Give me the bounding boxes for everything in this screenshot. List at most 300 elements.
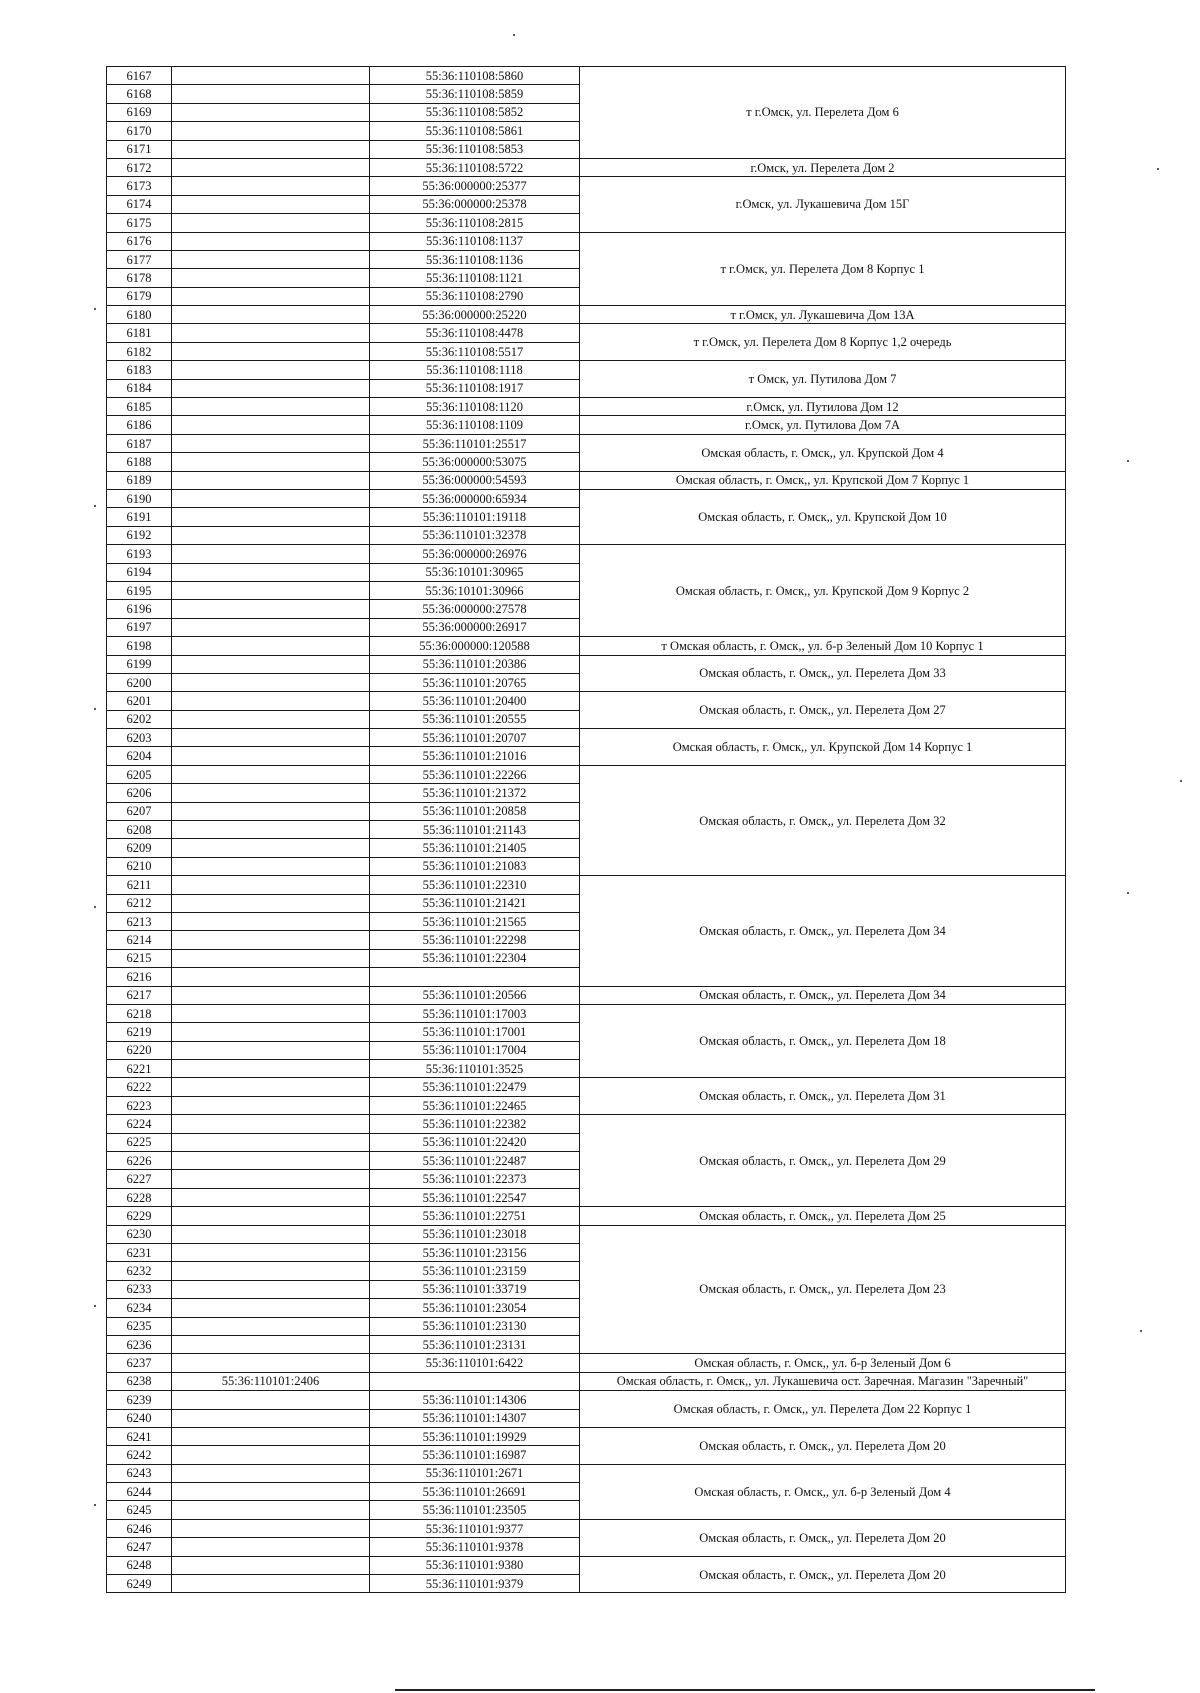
row-number-cell: 6181 bbox=[107, 324, 172, 342]
table-row bbox=[107, 1556, 1066, 1574]
object-number-cell bbox=[172, 398, 370, 416]
cadastral-number-cell: 55:36:110101:23131 bbox=[370, 1335, 580, 1353]
cadastral-number-cell: 55:36:110101:21372 bbox=[370, 784, 580, 802]
object-number-cell bbox=[172, 232, 370, 250]
table-row bbox=[107, 1225, 1066, 1243]
address-cell: Омская область, г. Омск,, ул. б-р Зеленый Дом 6 bbox=[580, 1354, 1066, 1372]
object-number-cell bbox=[172, 287, 370, 305]
row-number-cell: 6182 bbox=[107, 342, 172, 360]
cadastral-number-cell: 55:36:110101:26691 bbox=[370, 1483, 580, 1501]
row-number-cell: 6194 bbox=[107, 563, 172, 581]
row-number-cell: 6242 bbox=[107, 1446, 172, 1464]
object-number-cell bbox=[172, 1483, 370, 1501]
object-number-cell bbox=[172, 1262, 370, 1280]
object-number-cell bbox=[172, 214, 370, 232]
cadastral-number-cell: 55:36:110101:20400 bbox=[370, 692, 580, 710]
object-number-cell bbox=[172, 1519, 370, 1537]
cadastral-number-cell: 55:36:000000:25220 bbox=[370, 306, 580, 324]
object-number-cell bbox=[172, 1060, 370, 1078]
cadastral-number-cell: 55:36:110108:5722 bbox=[370, 158, 580, 176]
address-cell: Омская область, г. Омск,, ул. Перелета Дом 23 bbox=[580, 1225, 1066, 1354]
row-number-cell: 6233 bbox=[107, 1280, 172, 1298]
object-number-cell bbox=[172, 324, 370, 342]
object-number-cell bbox=[172, 1023, 370, 1041]
row-number-cell: 6228 bbox=[107, 1188, 172, 1206]
cadastral-number-cell: 55:36:110101:20555 bbox=[370, 710, 580, 728]
object-number-cell bbox=[172, 1207, 370, 1225]
row-number-cell: 6234 bbox=[107, 1299, 172, 1317]
object-number-cell bbox=[172, 67, 370, 85]
row-number-cell: 6223 bbox=[107, 1096, 172, 1114]
table-row bbox=[107, 765, 1066, 783]
object-number-cell bbox=[172, 195, 370, 213]
address-cell: Омская область, г. Омск,, ул. Перелета Дом 29 bbox=[580, 1115, 1066, 1207]
cadastral-number-cell: 55:36:110108:5853 bbox=[370, 140, 580, 158]
table-body bbox=[107, 67, 1066, 1593]
object-number-cell bbox=[172, 692, 370, 710]
table-row bbox=[107, 1354, 1066, 1372]
object-number-cell bbox=[172, 912, 370, 930]
address-cell: Омская область, г. Омск,, ул. Крупской Дом 14 Корпус 1 bbox=[580, 729, 1066, 766]
address-cell: т Омск, ул. Путилова Дом 7 bbox=[580, 361, 1066, 398]
table-row bbox=[107, 1519, 1066, 1537]
row-number-cell: 6200 bbox=[107, 673, 172, 691]
row-number-cell: 6248 bbox=[107, 1556, 172, 1574]
row-number-cell: 6175 bbox=[107, 214, 172, 232]
cadastral-number-cell: 55:36:110101:22298 bbox=[370, 931, 580, 949]
address-cell: г.Омск, ул. Лукашевича Дом 15Г bbox=[580, 177, 1066, 232]
cadastral-number-cell: 55:36:110108:1137 bbox=[370, 232, 580, 250]
cadastral-number-cell: 55:36:110101:2671 bbox=[370, 1464, 580, 1482]
object-number-cell bbox=[172, 434, 370, 452]
row-number-cell: 6179 bbox=[107, 287, 172, 305]
cadastral-number-cell: 55:36:110101:22547 bbox=[370, 1188, 580, 1206]
row-number-cell: 6219 bbox=[107, 1023, 172, 1041]
address-cell: Омская область, г. Омск,, ул. Перелета Дом 20 bbox=[580, 1519, 1066, 1556]
table-row bbox=[107, 416, 1066, 434]
row-number-cell: 6183 bbox=[107, 361, 172, 379]
address-cell: т г.Омск, ул. Перелета Дом 8 Корпус 1,2 очередь bbox=[580, 324, 1066, 361]
scan-bottom-rule bbox=[395, 1689, 1095, 1691]
cadastral-number-cell: 55:36:000000:25378 bbox=[370, 195, 580, 213]
cadastral-number-cell: 55:36:110101:22310 bbox=[370, 876, 580, 894]
scan-speck bbox=[94, 308, 96, 310]
cadastral-number-cell: 55:36:110108:5852 bbox=[370, 103, 580, 121]
object-number-cell bbox=[172, 471, 370, 489]
row-number-cell: 6172 bbox=[107, 158, 172, 176]
table-row bbox=[107, 471, 1066, 489]
row-number-cell: 6209 bbox=[107, 839, 172, 857]
row-number-cell: 6227 bbox=[107, 1170, 172, 1188]
object-number-cell bbox=[172, 581, 370, 599]
cadastral-number-cell: 55:36:10101:30966 bbox=[370, 581, 580, 599]
address-cell: Омская область, г. Омск,, ул. Крупской Дом 7 Корпус 1 bbox=[580, 471, 1066, 489]
table-row bbox=[107, 489, 1066, 507]
table-row bbox=[107, 692, 1066, 710]
cadastral-number-cell: 55:36:110101:21565 bbox=[370, 912, 580, 930]
address-cell: Омская область, г. Омск,, ул. Перелета Дом 22 Корпус 1 bbox=[580, 1391, 1066, 1428]
row-number-cell: 6192 bbox=[107, 526, 172, 544]
cadastral-number-cell: 55:36:000000:25377 bbox=[370, 177, 580, 195]
object-number-cell bbox=[172, 122, 370, 140]
cadastral-number-cell: 55:36:110101:20765 bbox=[370, 673, 580, 691]
cadastral-number-cell: 55:36:110101:22751 bbox=[370, 1207, 580, 1225]
row-number-cell: 6244 bbox=[107, 1483, 172, 1501]
scan-speck bbox=[94, 906, 96, 908]
row-number-cell: 6217 bbox=[107, 986, 172, 1004]
address-cell: Омская область, г. Омск,, ул. Перелета Дом 27 bbox=[580, 692, 1066, 729]
table-row bbox=[107, 876, 1066, 894]
address-cell: Омская область, г. Омск,, ул. Перелета Дом 20 bbox=[580, 1427, 1066, 1464]
object-number-cell bbox=[172, 1317, 370, 1335]
cadastral-number-cell: 55:36:110101:23054 bbox=[370, 1299, 580, 1317]
cadastral-number-cell: 55:36:110101:9377 bbox=[370, 1519, 580, 1537]
object-number-cell bbox=[172, 416, 370, 434]
cadastral-table bbox=[106, 66, 1066, 1593]
cadastral-number-cell: 55:36:110101:21143 bbox=[370, 821, 580, 839]
cadastral-number-cell: 55:36:110101:22266 bbox=[370, 765, 580, 783]
object-number-cell bbox=[172, 1299, 370, 1317]
cadastral-number-cell: 55:36:110101:20858 bbox=[370, 802, 580, 820]
row-number-cell: 6211 bbox=[107, 876, 172, 894]
cadastral-number-cell: 55:36:110101:19929 bbox=[370, 1427, 580, 1445]
table-row bbox=[107, 1427, 1066, 1445]
address-cell: г.Омск, ул. Путилова Дом 12 bbox=[580, 398, 1066, 416]
scan-speck-top bbox=[513, 34, 515, 36]
row-number-cell: 6212 bbox=[107, 894, 172, 912]
address-cell: Омская область, г. Омск,, ул. Крупской Дом 9 Корпус 2 bbox=[580, 545, 1066, 637]
row-number-cell: 6204 bbox=[107, 747, 172, 765]
table-row bbox=[107, 1078, 1066, 1096]
object-number-cell bbox=[172, 765, 370, 783]
scan-speck bbox=[1180, 780, 1182, 782]
row-number-cell: 6170 bbox=[107, 122, 172, 140]
row-number-cell: 6245 bbox=[107, 1501, 172, 1519]
scan-speck bbox=[94, 505, 96, 507]
row-number-cell: 6184 bbox=[107, 379, 172, 397]
object-number-cell bbox=[172, 177, 370, 195]
object-number-cell bbox=[172, 710, 370, 728]
row-number-cell: 6249 bbox=[107, 1575, 172, 1593]
cadastral-number-cell: 55:36:110101:22382 bbox=[370, 1115, 580, 1133]
row-number-cell: 6226 bbox=[107, 1152, 172, 1170]
cadastral-number-cell: 55:36:110101:22479 bbox=[370, 1078, 580, 1096]
table-row bbox=[107, 729, 1066, 747]
object-number-cell bbox=[172, 508, 370, 526]
object-number-cell bbox=[172, 857, 370, 875]
object-number-cell bbox=[172, 1464, 370, 1482]
cadastral-number-cell: 55:36:110108:1121 bbox=[370, 269, 580, 287]
address-cell: т г.Омск, ул. Перелета Дом 6 bbox=[580, 67, 1066, 159]
cadastral-number-cell: 55:36:110108:1120 bbox=[370, 398, 580, 416]
object-number-cell bbox=[172, 361, 370, 379]
cadastral-number-cell: 55:36:110101:9379 bbox=[370, 1575, 580, 1593]
row-number-cell: 6232 bbox=[107, 1262, 172, 1280]
row-number-cell: 6243 bbox=[107, 1464, 172, 1482]
object-number-cell bbox=[172, 986, 370, 1004]
table-row bbox=[107, 306, 1066, 324]
object-number-cell bbox=[172, 876, 370, 894]
cadastral-number-cell: 55:36:110108:2815 bbox=[370, 214, 580, 232]
row-number-cell: 6177 bbox=[107, 250, 172, 268]
row-number-cell: 6176 bbox=[107, 232, 172, 250]
row-number-cell: 6246 bbox=[107, 1519, 172, 1537]
row-number-cell: 6185 bbox=[107, 398, 172, 416]
object-number-cell bbox=[172, 269, 370, 287]
row-number-cell: 6206 bbox=[107, 784, 172, 802]
cadastral-number-cell: 55:36:110101:22420 bbox=[370, 1133, 580, 1151]
cadastral-number-cell: 55:36:110108:1136 bbox=[370, 250, 580, 268]
row-number-cell: 6198 bbox=[107, 637, 172, 655]
cadastral-number-cell bbox=[370, 1372, 580, 1390]
cadastral-number-cell: 55:36:110108:5861 bbox=[370, 122, 580, 140]
row-number-cell: 6237 bbox=[107, 1354, 172, 1372]
cadastral-number-cell: 55:36:10101:30965 bbox=[370, 563, 580, 581]
object-number-cell bbox=[172, 673, 370, 691]
cadastral-number-cell: 55:36:110101:3525 bbox=[370, 1060, 580, 1078]
table-row bbox=[107, 67, 1066, 85]
row-number-cell: 6189 bbox=[107, 471, 172, 489]
cadastral-number-cell: 55:36:110108:5859 bbox=[370, 85, 580, 103]
object-number-cell bbox=[172, 655, 370, 673]
address-cell: Омская область, г. Омск,, ул. Крупской Дом 10 bbox=[580, 489, 1066, 544]
row-number-cell: 6205 bbox=[107, 765, 172, 783]
row-number-cell: 6195 bbox=[107, 581, 172, 599]
cadastral-number-cell: 55:36:110101:6422 bbox=[370, 1354, 580, 1372]
cadastral-number-cell: 55:36:110101:23156 bbox=[370, 1244, 580, 1262]
address-cell: т Омская область, г. Омск,, ул. б-р Зеленый Дом 10 Корпус 1 bbox=[580, 637, 1066, 655]
row-number-cell: 6187 bbox=[107, 434, 172, 452]
cadastral-number-cell: 55:36:110101:22487 bbox=[370, 1152, 580, 1170]
cadastral-number-cell: 55:36:110101:17001 bbox=[370, 1023, 580, 1041]
row-number-cell: 6207 bbox=[107, 802, 172, 820]
address-cell: Омская область, г. Омск,, ул. Перелета Дом 25 bbox=[580, 1207, 1066, 1225]
cadastral-number-cell: 55:36:110101:21016 bbox=[370, 747, 580, 765]
row-number-cell: 6186 bbox=[107, 416, 172, 434]
address-cell: Омская область, г. Омск,, ул. Лукашевича ост. Заречная. Магазин "Заречный" bbox=[580, 1372, 1066, 1390]
object-number-cell bbox=[172, 821, 370, 839]
cadastral-number-cell: 55:36:110101:25517 bbox=[370, 434, 580, 452]
object-number-cell bbox=[172, 1409, 370, 1427]
scan-speck bbox=[94, 1504, 96, 1506]
cadastral-number-cell: 55:36:000000:120588 bbox=[370, 637, 580, 655]
object-number-cell bbox=[172, 1004, 370, 1022]
cadastral-number-cell: 55:36:110101:21421 bbox=[370, 894, 580, 912]
row-number-cell: 6229 bbox=[107, 1207, 172, 1225]
row-number-cell: 6178 bbox=[107, 269, 172, 287]
object-number-cell bbox=[172, 1244, 370, 1262]
cadastral-number-cell: 55:36:000000:26976 bbox=[370, 545, 580, 563]
object-number-cell bbox=[172, 1556, 370, 1574]
object-number-cell bbox=[172, 637, 370, 655]
object-number-cell bbox=[172, 1115, 370, 1133]
address-cell: Омская область, г. Омск,, ул. Перелета Дом 33 bbox=[580, 655, 1066, 692]
object-number-cell bbox=[172, 1427, 370, 1445]
row-number-cell: 6218 bbox=[107, 1004, 172, 1022]
cadastral-number-cell: 55:36:110101:21083 bbox=[370, 857, 580, 875]
object-number-cell bbox=[172, 1133, 370, 1151]
object-number-cell bbox=[172, 1188, 370, 1206]
object-number-cell bbox=[172, 1354, 370, 1372]
cadastral-number-cell: 55:36:000000:65934 bbox=[370, 489, 580, 507]
object-number-cell bbox=[172, 618, 370, 636]
object-number-cell bbox=[172, 839, 370, 857]
address-cell: Омская область, г. Омск,, ул. Перелета Дом 31 bbox=[580, 1078, 1066, 1115]
object-number-cell bbox=[172, 489, 370, 507]
object-number-cell bbox=[172, 453, 370, 471]
address-cell: Омская область, г. Омск,, ул. б-р Зеленый Дом 4 bbox=[580, 1464, 1066, 1519]
row-number-cell: 6167 bbox=[107, 67, 172, 85]
object-number-cell bbox=[172, 1501, 370, 1519]
row-number-cell: 6240 bbox=[107, 1409, 172, 1427]
address-cell: Омская область, г. Омск,, ул. Перелета Дом 32 bbox=[580, 765, 1066, 875]
cadastral-number-cell: 55:36:110108:1917 bbox=[370, 379, 580, 397]
row-number-cell: 6239 bbox=[107, 1391, 172, 1409]
address-cell: т г.Омск, ул. Лукашевича Дом 13А bbox=[580, 306, 1066, 324]
row-number-cell: 6199 bbox=[107, 655, 172, 673]
row-number-cell: 6214 bbox=[107, 931, 172, 949]
cadastral-number-cell: 55:36:110101:21405 bbox=[370, 839, 580, 857]
object-number-cell bbox=[172, 1152, 370, 1170]
object-number-cell bbox=[172, 894, 370, 912]
object-number-cell: 55:36:110101:2406 bbox=[172, 1372, 370, 1390]
cadastral-number-cell: 55:36:110101:20566 bbox=[370, 986, 580, 1004]
object-number-cell bbox=[172, 1170, 370, 1188]
object-number-cell bbox=[172, 1391, 370, 1409]
table-row bbox=[107, 1464, 1066, 1482]
row-number-cell: 6238 bbox=[107, 1372, 172, 1390]
row-number-cell: 6188 bbox=[107, 453, 172, 471]
object-number-cell bbox=[172, 1225, 370, 1243]
scan-speck bbox=[1157, 168, 1159, 170]
row-number-cell: 6213 bbox=[107, 912, 172, 930]
row-number-cell: 6210 bbox=[107, 857, 172, 875]
row-number-cell: 6230 bbox=[107, 1225, 172, 1243]
cadastral-number-cell bbox=[370, 968, 580, 986]
row-number-cell: 6202 bbox=[107, 710, 172, 728]
object-number-cell bbox=[172, 747, 370, 765]
row-number-cell: 6220 bbox=[107, 1041, 172, 1059]
table-row bbox=[107, 177, 1066, 195]
scan-speck bbox=[94, 1305, 96, 1307]
table-row bbox=[107, 398, 1066, 416]
row-number-cell: 6197 bbox=[107, 618, 172, 636]
table-row bbox=[107, 545, 1066, 563]
cadastral-number-cell: 55:36:110101:32378 bbox=[370, 526, 580, 544]
object-number-cell bbox=[172, 379, 370, 397]
address-cell: г.Омск, ул. Путилова Дом 7А bbox=[580, 416, 1066, 434]
row-number-cell: 6235 bbox=[107, 1317, 172, 1335]
cadastral-number-cell: 55:36:000000:27578 bbox=[370, 600, 580, 618]
row-number-cell: 6236 bbox=[107, 1335, 172, 1353]
cadastral-number-cell: 55:36:110101:16987 bbox=[370, 1446, 580, 1464]
cadastral-number-cell: 55:36:110101:20707 bbox=[370, 729, 580, 747]
row-number-cell: 6191 bbox=[107, 508, 172, 526]
row-number-cell: 6169 bbox=[107, 103, 172, 121]
cadastral-number-cell: 55:36:110101:23159 bbox=[370, 1262, 580, 1280]
cadastral-number-cell: 55:36:110101:23130 bbox=[370, 1317, 580, 1335]
address-cell: Омская область, г. Омск,, ул. Перелета Дом 34 bbox=[580, 876, 1066, 986]
row-number-cell: 6208 bbox=[107, 821, 172, 839]
object-number-cell bbox=[172, 85, 370, 103]
cadastral-number-cell: 55:36:000000:53075 bbox=[370, 453, 580, 471]
row-number-cell: 6193 bbox=[107, 545, 172, 563]
row-number-cell: 6222 bbox=[107, 1078, 172, 1096]
row-number-cell: 6241 bbox=[107, 1427, 172, 1445]
address-cell: Омская область, г. Омск,, ул. Перелета Дом 18 bbox=[580, 1004, 1066, 1078]
cadastral-number-cell: 55:36:110101:9380 bbox=[370, 1556, 580, 1574]
cadastral-number-cell: 55:36:110108:1109 bbox=[370, 416, 580, 434]
cadastral-number-cell: 55:36:110101:9378 bbox=[370, 1538, 580, 1556]
table-row bbox=[107, 361, 1066, 379]
address-cell: Омская область, г. Омск,, ул. Перелета Дом 34 bbox=[580, 986, 1066, 1004]
table-row bbox=[107, 1115, 1066, 1133]
row-number-cell: 6201 bbox=[107, 692, 172, 710]
table-row bbox=[107, 232, 1066, 250]
cadastral-number-cell: 55:36:110108:4478 bbox=[370, 324, 580, 342]
address-cell: т г.Омск, ул. Перелета Дом 8 Корпус 1 bbox=[580, 232, 1066, 306]
cadastral-number-cell: 55:36:110101:17004 bbox=[370, 1041, 580, 1059]
cadastral-number-cell: 55:36:110108:2790 bbox=[370, 287, 580, 305]
object-number-cell bbox=[172, 306, 370, 324]
object-number-cell bbox=[172, 545, 370, 563]
object-number-cell bbox=[172, 563, 370, 581]
cadastral-number-cell: 55:36:110101:22465 bbox=[370, 1096, 580, 1114]
cadastral-number-cell: 55:36:000000:54593 bbox=[370, 471, 580, 489]
address-cell: Омская область, г. Омск,, ул. Перелета Дом 20 bbox=[580, 1556, 1066, 1593]
table-row bbox=[107, 324, 1066, 342]
row-number-cell: 6203 bbox=[107, 729, 172, 747]
cadastral-number-cell: 55:36:110101:19118 bbox=[370, 508, 580, 526]
table-row bbox=[107, 1004, 1066, 1022]
object-number-cell bbox=[172, 158, 370, 176]
table-row bbox=[107, 637, 1066, 655]
row-number-cell: 6171 bbox=[107, 140, 172, 158]
cadastral-number-cell: 55:36:110108:5860 bbox=[370, 67, 580, 85]
row-number-cell: 6221 bbox=[107, 1060, 172, 1078]
cadastral-number-cell: 55:36:110101:23505 bbox=[370, 1501, 580, 1519]
object-number-cell bbox=[172, 784, 370, 802]
address-cell: Омская область, г. Омск,, ул. Крупской Дом 4 bbox=[580, 434, 1066, 471]
cadastral-number-cell: 55:36:110101:33719 bbox=[370, 1280, 580, 1298]
object-number-cell bbox=[172, 968, 370, 986]
cadastral-number-cell: 55:36:110101:22304 bbox=[370, 949, 580, 967]
cadastral-number-cell: 55:36:110108:1118 bbox=[370, 361, 580, 379]
object-number-cell bbox=[172, 1280, 370, 1298]
table-row bbox=[107, 1372, 1066, 1390]
row-number-cell: 6216 bbox=[107, 968, 172, 986]
row-number-cell: 6180 bbox=[107, 306, 172, 324]
object-number-cell bbox=[172, 949, 370, 967]
row-number-cell: 6215 bbox=[107, 949, 172, 967]
cadastral-number-cell: 55:36:110101:20386 bbox=[370, 655, 580, 673]
cadastral-number-cell: 55:36:110101:14307 bbox=[370, 1409, 580, 1427]
cadastral-number-cell: 55:36:110108:5517 bbox=[370, 342, 580, 360]
table-row bbox=[107, 1207, 1066, 1225]
table-row bbox=[107, 986, 1066, 1004]
object-number-cell bbox=[172, 526, 370, 544]
row-number-cell: 6173 bbox=[107, 177, 172, 195]
table-row bbox=[107, 434, 1066, 452]
object-number-cell bbox=[172, 1335, 370, 1353]
object-number-cell bbox=[172, 250, 370, 268]
object-number-cell bbox=[172, 140, 370, 158]
row-number-cell: 6225 bbox=[107, 1133, 172, 1151]
row-number-cell: 6231 bbox=[107, 1244, 172, 1262]
table-row bbox=[107, 158, 1066, 176]
object-number-cell bbox=[172, 1446, 370, 1464]
row-number-cell: 6196 bbox=[107, 600, 172, 618]
